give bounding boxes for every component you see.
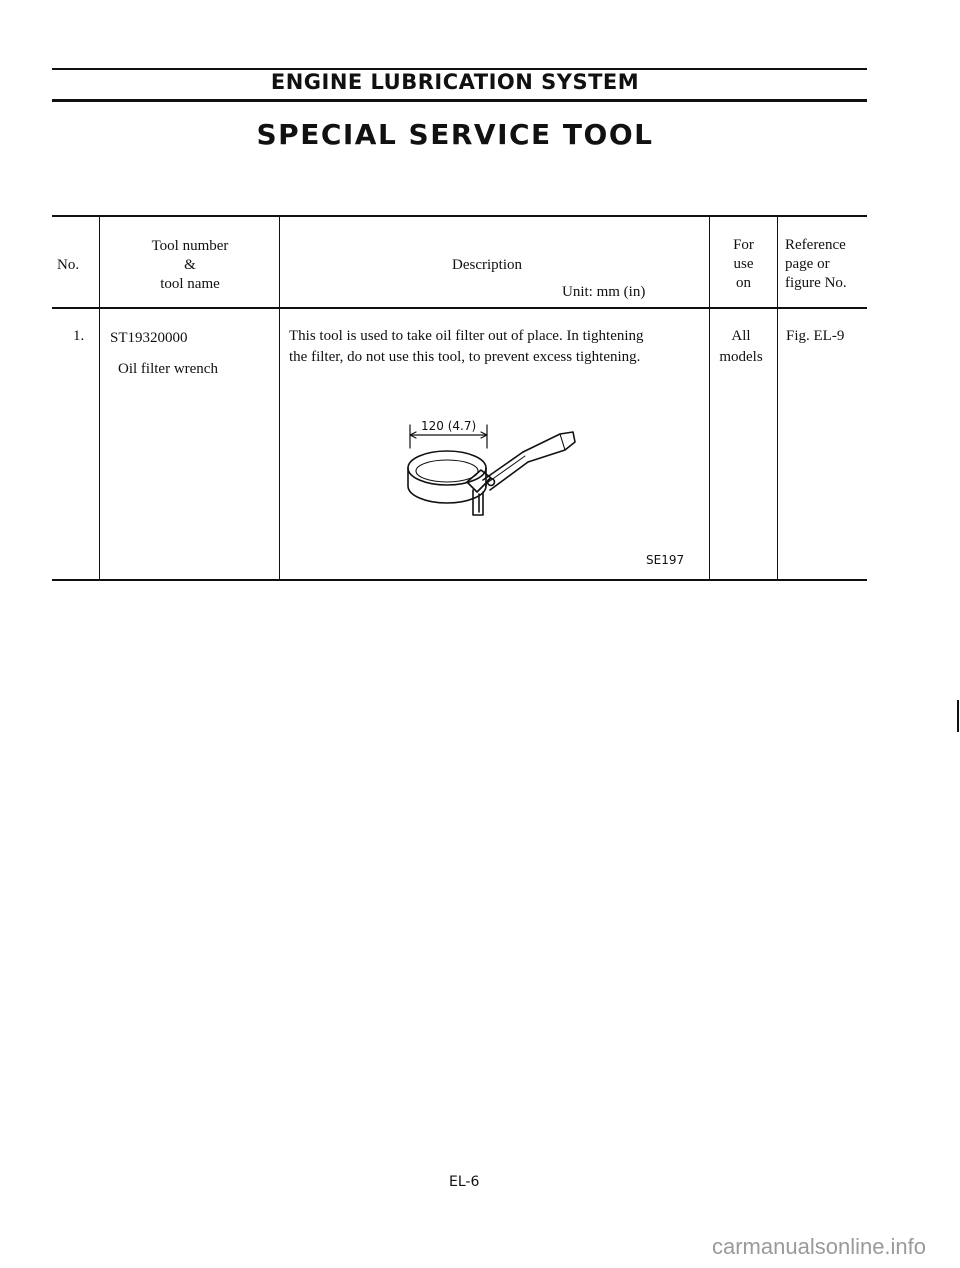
row-description-line1: This tool is used to take oil filter out of place. In tightening: [289, 328, 644, 344]
page-number: EL-6: [449, 1174, 480, 1190]
oil-filter-wrench-illustration: [395, 420, 595, 525]
row-reference: Fig. EL-9: [786, 328, 845, 344]
table-col-divider-4: [777, 215, 778, 580]
row-tool-number: ST19320000: [110, 330, 188, 346]
header-for-line3: on: [736, 275, 751, 291]
page-title: SPECIAL SERVICE TOOL: [256, 118, 654, 151]
row-no: 1.: [73, 328, 85, 344]
header-tool: [100, 237, 280, 294]
table-rule-header: [52, 307, 867, 309]
header-rule-bottom: [52, 99, 867, 102]
row-for-use-line1: All: [731, 328, 751, 344]
header-tool-line2: &: [184, 257, 196, 273]
header-for-use: [710, 236, 777, 293]
figure-dimension-label: 120 (4.7): [421, 419, 477, 433]
scan-mark: [957, 700, 959, 732]
watermark: carmanualsonline.info: [712, 1234, 927, 1259]
row-for-use: [706, 326, 776, 368]
table-rule-top: [52, 215, 867, 217]
table-rule-bottom: [52, 579, 867, 581]
header-ref-line3: figure No.: [785, 275, 847, 291]
figure-code: SE197: [646, 553, 685, 567]
header-ref-line2: page or: [785, 256, 830, 272]
header-unit: Unit: mm (in): [562, 284, 646, 300]
header-no: No.: [57, 257, 80, 273]
header-tool-line3: tool name: [160, 276, 220, 292]
header-ref-line1: Reference: [785, 237, 846, 253]
header-reference: [785, 236, 847, 293]
row-tool-name: Oil filter wrench: [118, 361, 218, 377]
header-for-line1: For: [733, 237, 754, 253]
header-description: Description: [452, 257, 522, 273]
section-title: ENGINE LUBRICATION SYSTEM: [270, 70, 640, 94]
row-for-use-line2: models: [719, 349, 763, 365]
header-for-line2: use: [733, 256, 754, 272]
row-description: [289, 326, 704, 368]
header-tool-line1: Tool number: [151, 238, 229, 254]
row-description-line2: the filter, do not use this tool, to prevent excess tightening.: [289, 349, 641, 365]
